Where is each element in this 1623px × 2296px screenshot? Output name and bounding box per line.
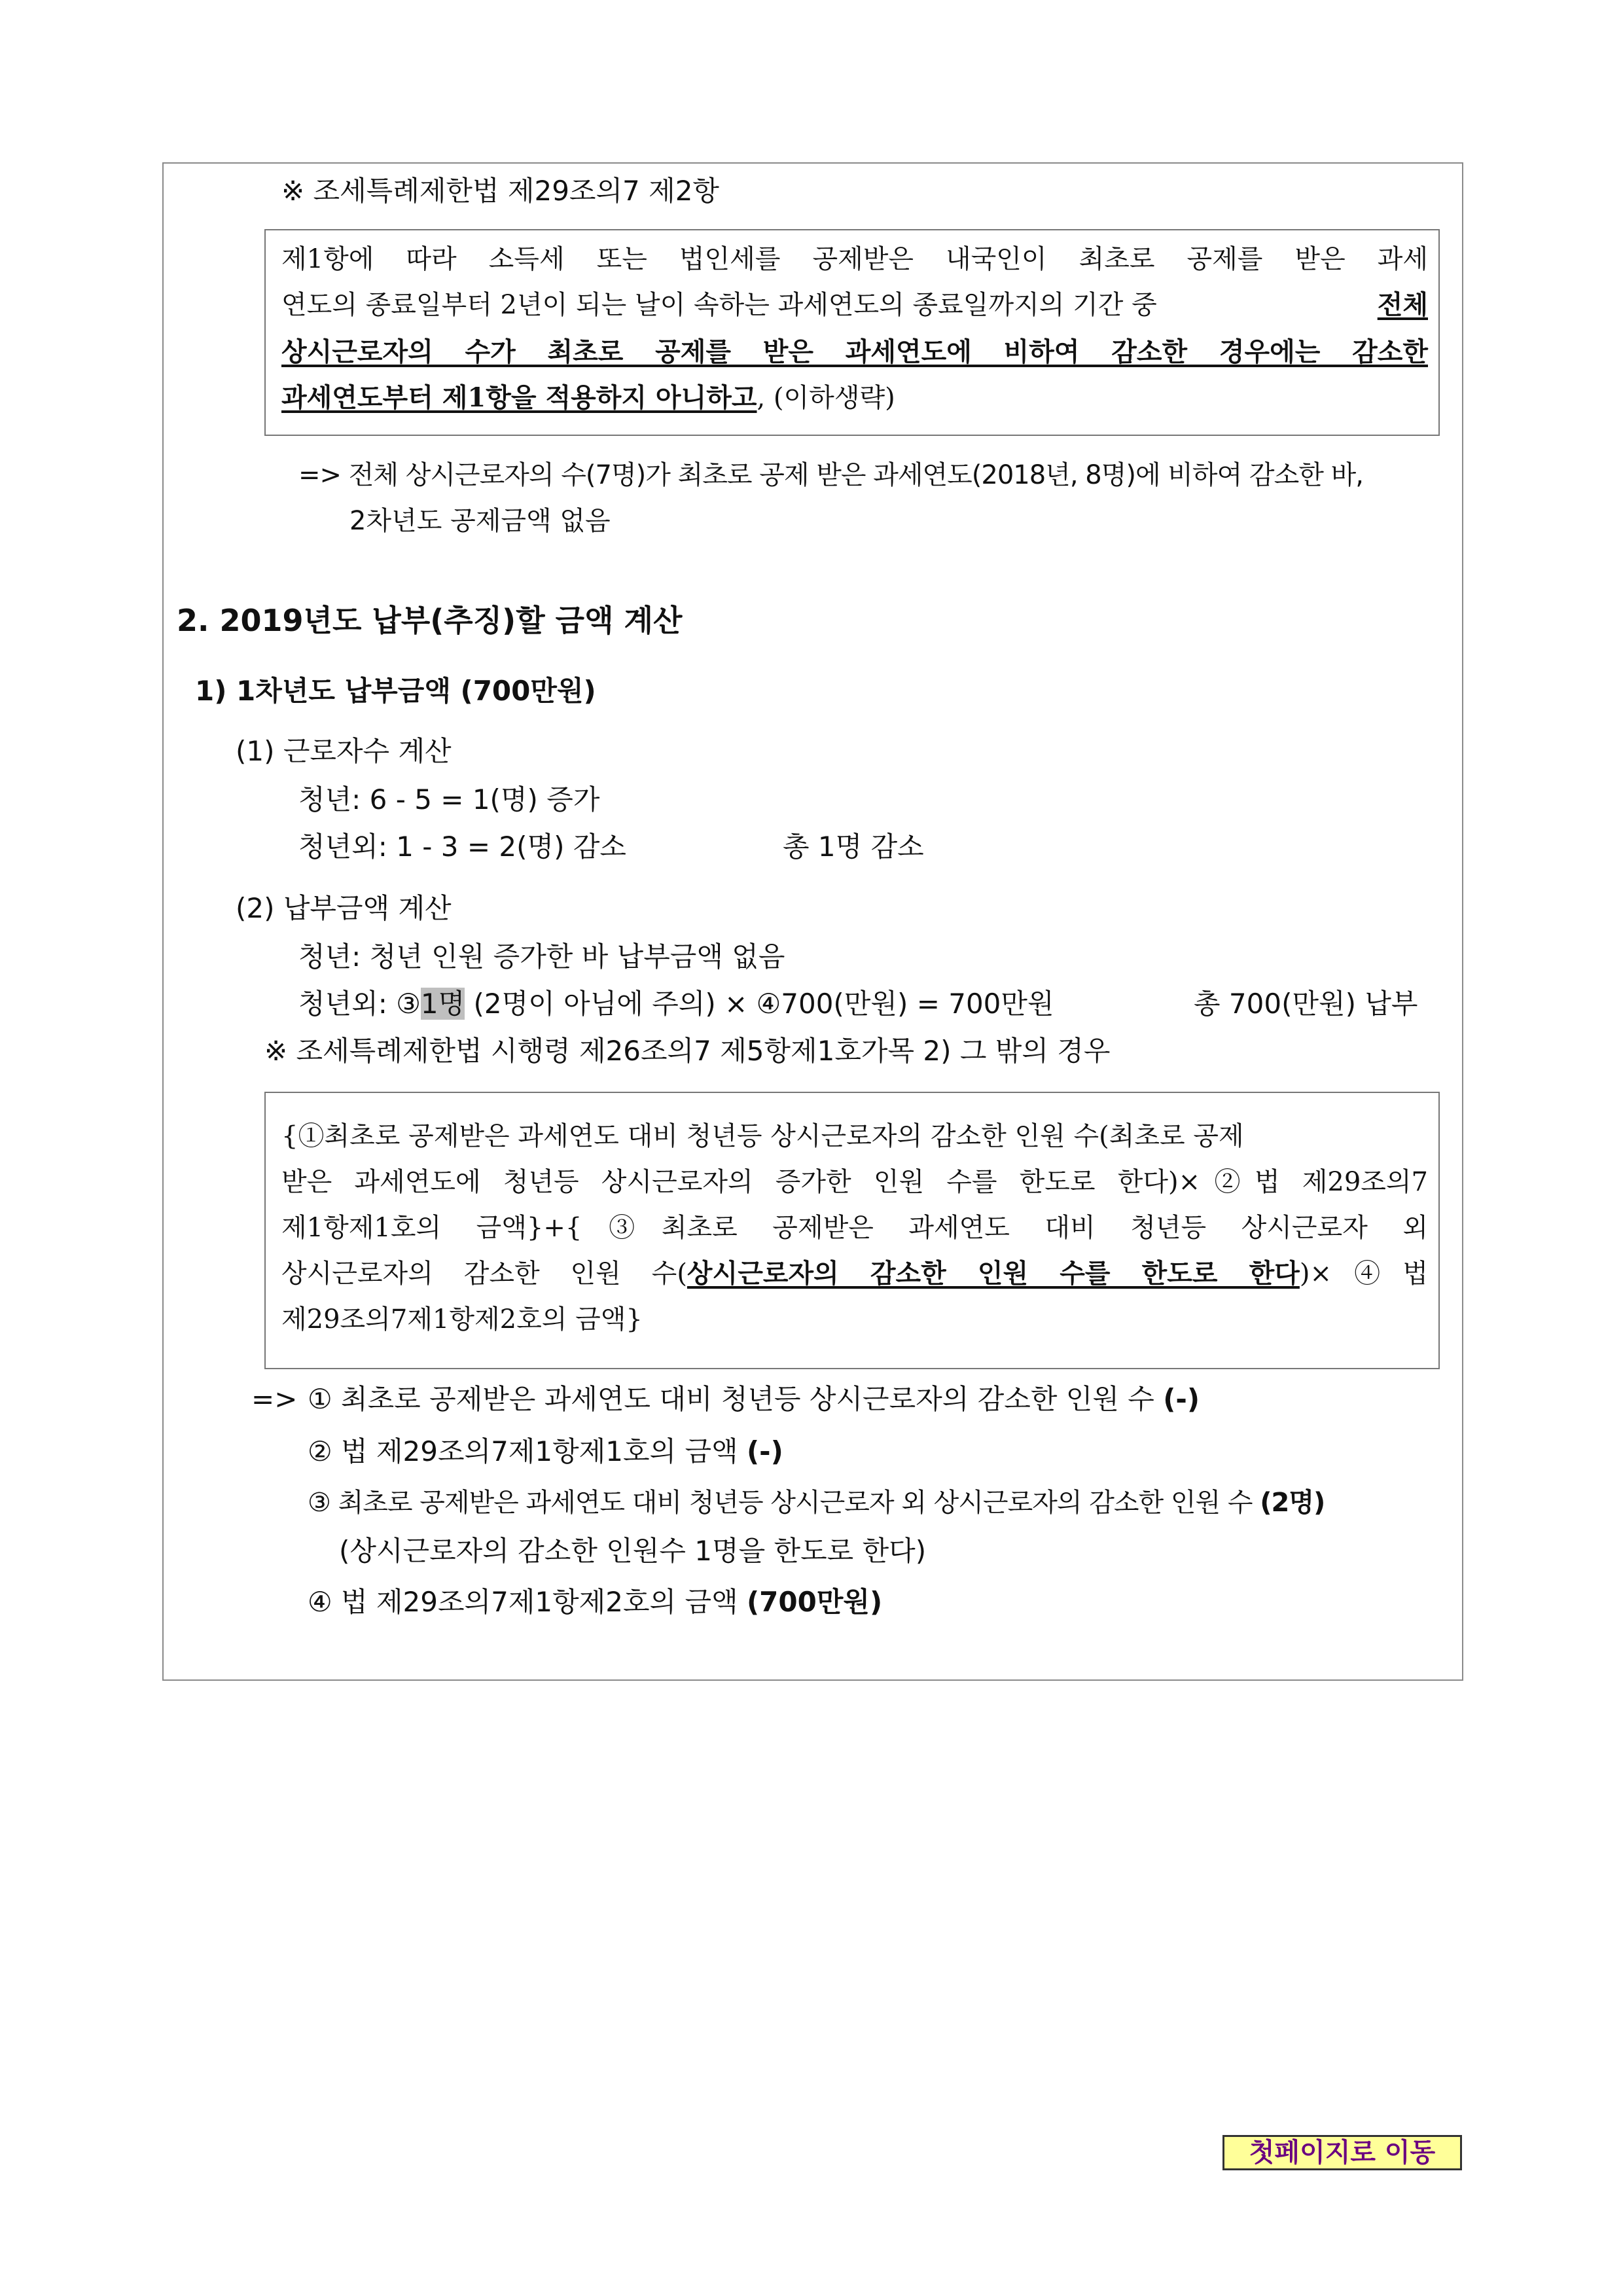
highlighted-count: 1명 [420,988,465,1020]
ref2-title: ※ 조세특례제한법 시행령 제26조의7 제5항제1호가목 2) 그 밖의 경우 [264,1035,1111,1067]
result2-item4-value: (700만원) [746,1586,883,1618]
result2-item2-value: (-) [746,1435,783,1467]
go-first-page-button[interactable]: 첫페이지로 이동 [1222,2135,1462,2170]
quote2-line4-pre: 상시근로자의 감소한 인원 수( [281,1259,687,1289]
result2-item1-value: (-) [1163,1383,1200,1415]
quote2-line5: 제29조의7제1항제2호의 금액} [281,1304,643,1335]
section2-title: 2. 2019년도 납부(추징)할 금액 계산 [177,603,683,638]
result2-arrow: => [251,1383,298,1415]
quote1-line4-bold: 과세연도부터 제1항을 적용하지 아니하고 [281,382,757,413]
result1-line1: => 전체 상시근로자의 수(7명)가 최초로 공제 받은 과세연도(2018년, 8명)에 비하여 감소한 바, [298,460,1363,490]
calc1-title: (1) 근로자수 계산 [236,735,452,767]
quote2-line4 [281,1255,1428,1292]
calc1-nonyouth: 청년외: 1 - 3 = 2(명) 감소 [298,831,626,863]
calc2-title: (2) 납부금액 계산 [236,892,452,924]
result2-item4-text: ④ 법 제29조의7제1항제2호의 금액 [308,1586,747,1618]
quote2-line2: 받은 과세연도에 청년등 상시근로자의 증가한 인원 수를 한도로 한다)×②법 제29조의7 [281,1167,1428,1197]
calc2-total: 총 700(만원) 납부 [1194,988,1418,1020]
calc2-nonyouth [298,986,1054,1022]
calc2-youth: 청년: 청년 인원 증가한 바 납부금액 없음 [298,941,785,973]
result1-line2: 2차년도 공제금액 없음 [349,506,611,536]
quote1-line1: 제1항에 따라 소득세 또는 법인세를 공제받은 내국인이 최초로 공제를 받은 과세 [281,244,1428,274]
calc2-nonyouth-pre: 청년외: ③ [298,988,421,1020]
result2-item3-note: (상시근로자의 감소한 인원수 1명을 한도로 한다) [339,1535,927,1567]
result2-item1 [308,1381,1200,1418]
result2-item4 [308,1584,882,1621]
result2-item3-value: (2명) [1260,1488,1325,1518]
result2-item3 [308,1484,1325,1521]
quote1-line2-bold: 전체 [1377,289,1428,320]
quote1-line4-plain: , (이하생략) [757,383,895,413]
calc1-youth: 청년: 6 - 5 = 1(명) 증가 [298,783,600,816]
quote2-line4-post: )×④법 [1299,1259,1428,1289]
result2-item3-text: ③ 최초로 공제받은 과세연도 대비 청년등 상시근로자 외 상시근로자의 감소한 인원 수 [308,1488,1260,1518]
quote2-line1: {①최초로 공제받은 과세연도 대비 청년등 상시근로자의 감소한 인원 수(최초로 공제 [281,1121,1244,1151]
ref1-title: ※ 조세특례제한법 제29조의7 제2항 [281,175,719,207]
calc1-total: 총 1명 감소 [783,831,924,863]
quote1-line3: 상시근로자의 수가 최초로 공제를 받은 과세연도에 비하여 감소한 경우에는 감소한 [281,336,1428,367]
quote1-line2 [281,287,1428,323]
result2-item1-text: ① 최초로 공제받은 과세연도 대비 청년등 상시근로자의 감소한 인원 수 [308,1383,1164,1415]
quote2-line4-bold: 상시근로자의 감소한 인원 수를 한도로 한다 [687,1258,1300,1289]
calc2-nonyouth-post: (2명이 아님에 주의) × ④700(만원) = 700만원 [465,988,1054,1020]
quote1-line4 [281,380,895,416]
quote2-line3: 제1항제1호의 금액}+{③최초로 공제받은 과세연도 대비 청년등 상시근로자 외 [281,1213,1428,1243]
result2-item2 [308,1433,783,1470]
result2-item2-text: ② 법 제29조의7제1항제1호의 금액 [308,1435,747,1467]
sub1-title: 1) 1차년도 납부금액 (700만원) [195,675,596,707]
quote1-line2-plain: 연도의 종료일부터 2년이 되는 날이 속하는 과세연도의 종료일까지의 기간 중 [281,290,1157,320]
